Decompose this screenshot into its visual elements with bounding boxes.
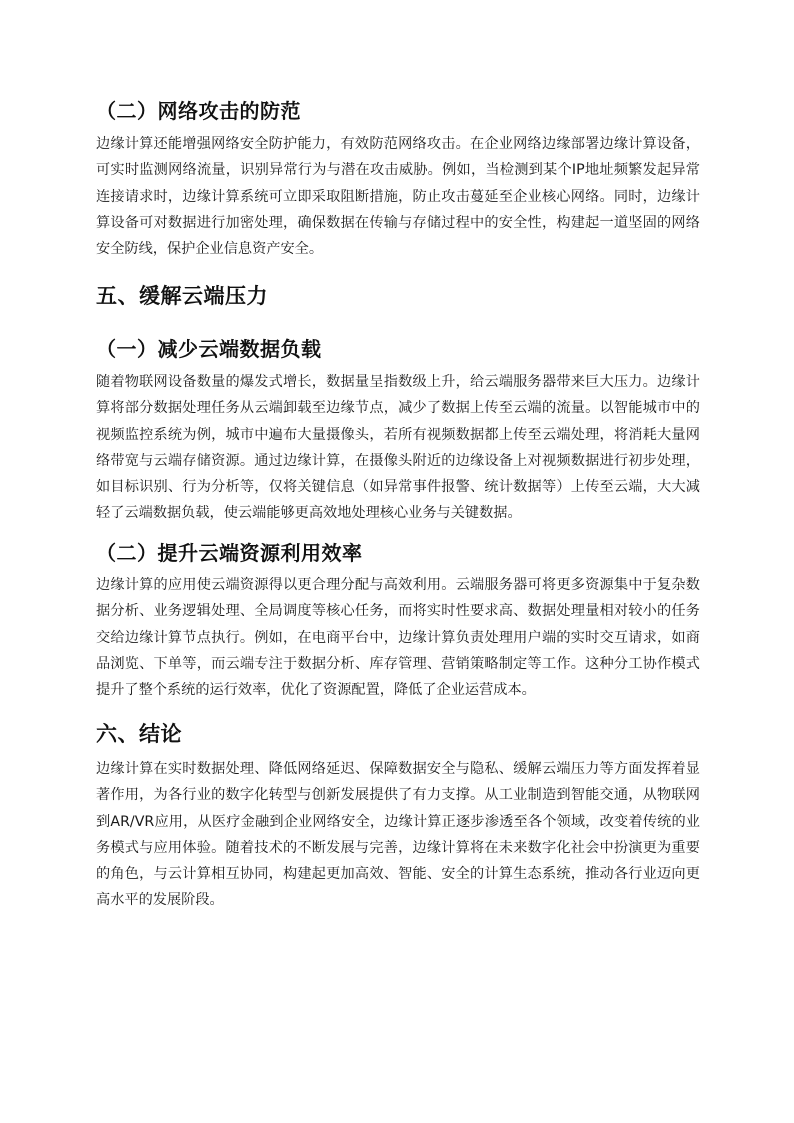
paragraph-network-attack-prevention: 边缘计算还能增强网络安全防护能力，有效防范网络攻击。在企业网络边缘部署边缘计算设备，可实时监测网络流量，识别异常行为与潜在攻击威胁。例如，当检测到某个IP地址频繁发起异常连接请求时，边缘计算系统可立即采取阻断措施，防止攻击蔓延至企业核心网络。同时，边缘计算设备可对数据进行加密处理，确保数据在传输与存储过程中的安全性，构建起一道坚固的网络安全防线，保护企业信息资产安全。 — [96, 136, 700, 258]
section-heading-network-attack-prevention: （二）网络攻击的防范 — [96, 99, 301, 123]
chapter-heading-conclusion: 六、结论 — [96, 722, 182, 746]
chapter-heading-relieve-cloud-pressure: 五、缓解云端压力 — [96, 284, 268, 308]
section-heading-improve-cloud-efficiency: （二）提升云端资源利用效率 — [96, 541, 363, 565]
paragraph-conclusion: 边缘计算在实时数据处理、降低网络延迟、保障数据安全与隐私、缓解云端压力等方面发挥着显著作用，为各行业的数字化转型与创新发展提供了有力支撑。从工业制造到智能交通，从物联网到AR/VR应用，从医疗金融到企业网络安全，边缘计算正逐步渗透至各个领域，改变着传统的业务模式与应用体验。随着技术的不断发展与完善，边缘计算将在未来数字化社会中扮演更为重要的角色，与云计算相互协同，构建起更加高效、智能、安全的计算生态系统，推动各行业迈向更高水平的发展阶段。 — [96, 761, 700, 909]
section-heading-reduce-cloud-load: （一）减少云端数据负载 — [96, 337, 322, 361]
paragraph-improve-cloud-efficiency: 边缘计算的应用使云端资源得以更合理分配与高效利用。云端服务器可将更多资源集中于复杂数据分析、业务逻辑处理、全局调度等核心任务，而将实时性要求高、数据处理量相对较小的任务交给边缘计算节点执行。例如，在电商平台中，边缘计算负责处理用户端的实时交互请求，如商品浏览、下单等，而云端专注于数据分析、库存管理、营销策略制定等工作。这种分工协作模式提升了整个系统的运行效率，优化了资源配置，降低了企业运营成本。 — [96, 577, 700, 699]
paragraph-reduce-cloud-load: 随着物联网设备数量的爆发式增长，数据量呈指数级上升，给云端服务器带来巨大压力。边缘计算将部分数据处理任务从云端卸载至边缘节点，减少了数据上传至云端的流量。以智能城市中的视频监控系统为例，城市中遍布大量摄像头，若所有视频数据都上传至云端处理，将消耗大量网络带宽与云端存储资源。通过边缘计算，在摄像头附近的边缘设备上对视频数据进行初步处理，如目标识别、行为分析等，仅将关键信息（如异常事件报警、统计数据等）上传至云端，大大减轻了云端数据负载，使云端能够更高效地处理核心业务与关键数据。 — [96, 374, 700, 522]
